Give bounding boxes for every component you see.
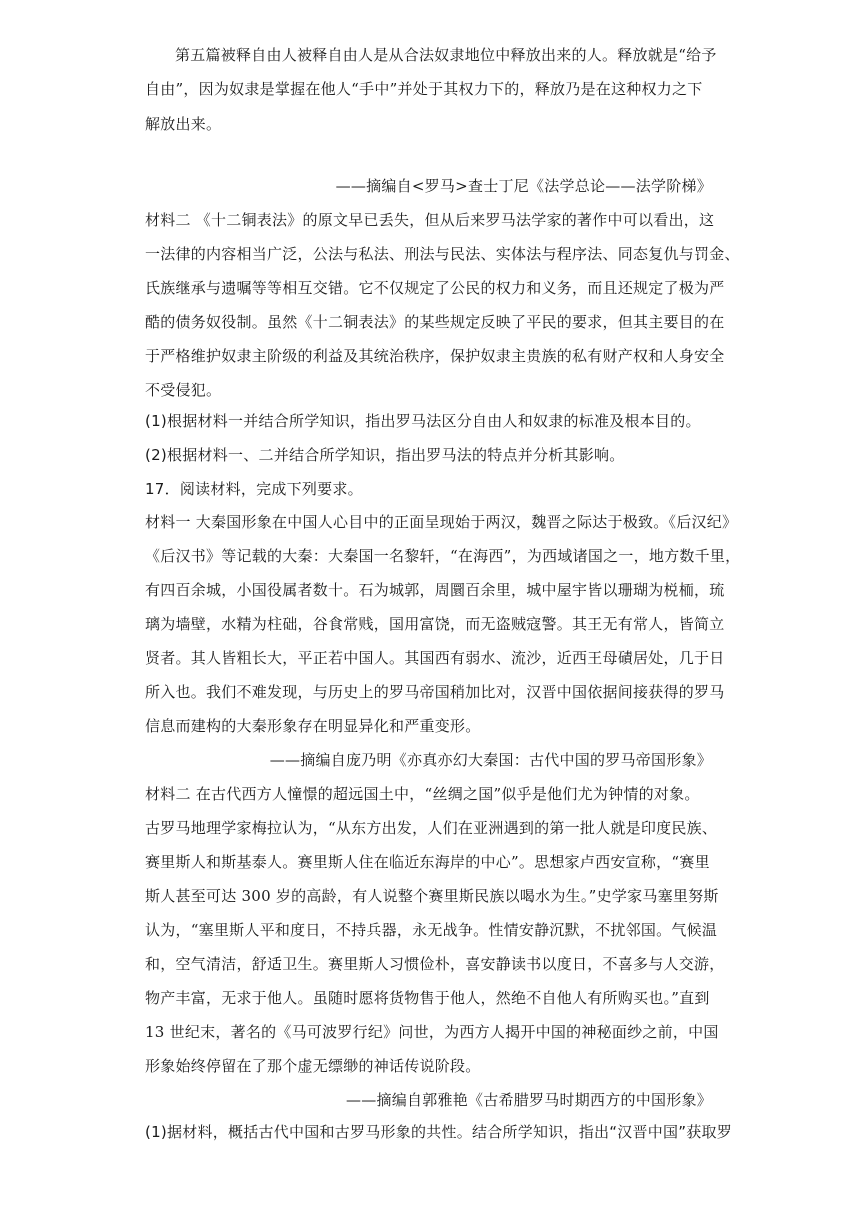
text-line: 13 世纪末，著名的《马可波罗行纪》问世，为西方人揭开中国的神秘面纱之前，中国: [145, 1023, 719, 1041]
text-line: 贤者。其人皆粗长大，平正若中国人。其国西有弱水、流沙，近西王母磧居处，几于日: [145, 649, 725, 667]
question-item: (2)根据材料一、二并结合所学知识，指出罗马法的特点并分析其影响。: [145, 446, 625, 464]
text-line: 形象始终停留在了那个虚无缥缈的神话传说阶段。: [145, 1057, 481, 1075]
text-line: 《后汉书》等记载的大秦：大秦国一名黎轩，“在海西”，为西域诸国之一，地方数千里，: [145, 547, 741, 565]
text-line: 材料一 大秦国形象在中国人心目中的正面呈现始于两汉，魏晋之际达于极致。《后汉纪》: [145, 513, 738, 531]
text-line: 信息而建构的大秦形象存在明显异化和严重变形。: [145, 717, 481, 735]
text-line: 氏族继承与遗嘱等等相互交错。它不仅规定了公民的权力和义务，而且还规定了极为严: [145, 279, 725, 297]
text-line: 一法律的内容相当广泛，公法与私法、刑法与民法、实体法与程序法、同态复仇与罚金、: [145, 245, 740, 263]
text-line: 璃为墙壁，水精为柱础，谷食常贱，国用富饶，而无盗贼寇警。其王无有常人，皆简立: [145, 615, 725, 633]
source-citation: ——摘编自<罗马>查士丁尼《法学总论——法学阶梯》: [335, 177, 712, 195]
text-line: 不受侵犯。: [145, 381, 222, 399]
question-item: (1)根据材料一并结合所学知识，指出罗马法区分自由人和奴隶的标准及根本目的。: [145, 412, 701, 430]
text-line: 所入也。我们不难发现，与历史上的罗马帝国稍加比对，汉晋中国依据间接获得的罗马: [145, 683, 725, 701]
text-line: 酷的债务奴役制。虽然《十二铜表法》的某些规定反映了平民的要求，但其主要目的在: [145, 313, 725, 331]
text-line: 和，空气清洁，舒适卫生。赛里斯人习惯俭朴，喜安静读书以度日，不喜多与人交游，: [145, 955, 725, 973]
question-item: (1)据材料，概括古代中国和古罗马形象的共性。结合所学知识，指出“汉晋中国”获取罗: [145, 1123, 733, 1141]
source-citation: ——摘编自庞乃明《亦真亦幻大秦国：古代中国的罗马帝国形象》: [269, 751, 712, 769]
text-line: 于严格维护奴隶主阶级的利益及其统治秩序，保护奴隶主贵族的私有财产权和人身安全: [145, 347, 725, 365]
source-citation: ——摘编自郭雅艳《古希腊罗马时期西方的中国形象》: [345, 1091, 712, 1109]
text-line: 物产丰富，无求于他人。虽随时愿将货物售于他人，然绝不自他人有所购买也。”直到: [145, 989, 710, 1007]
text-line: 解放出来。: [145, 115, 222, 133]
text-line: 有四百余城，小国役属者数十。石为城郭，周圜百余里，城中屋宇皆以珊瑚为棁栭，琉: [145, 581, 725, 599]
question-heading: 17．阅读材料，完成下列要求。: [145, 480, 363, 498]
text-line: 斯人甚至可达 300 岁的高龄，有人说整个赛里斯民族以喝水为生。”史学家马塞里努斯: [145, 887, 719, 905]
text-line: 古罗马地理学家梅拉认为，“从东方出发，人们在亚洲遇到的第一批人就是印度民族、: [145, 819, 718, 837]
text-line: 认为，“塞里斯人平和度日，不持兵器，永无战争。性情安静沉默，不扰邻国。气候温: [145, 921, 718, 939]
text-line: 材料二 《十二铜表法》的原文早已丢失，但从后来罗马法学家的著作中可以看出，这: [145, 211, 715, 229]
text-line: 自由”，因为奴隶是掌握在他人“手中”并处于其权力下的，释放乃是在这种权力之下: [145, 80, 703, 98]
text-line: 材料二 在古代西方人憧憬的超远国土中，“丝绸之国”似乎是他们尤为钟情的对象。: [145, 785, 700, 803]
text-line: 赛里斯人和斯基泰人。赛里斯人住在临近东海岸的中心”。思想家卢西安宣称，“赛里: [145, 853, 710, 871]
text-line: 第五篇被释自由人被释自由人是从合法奴隶地位中释放出来的人。释放就是“给予: [175, 46, 717, 64]
